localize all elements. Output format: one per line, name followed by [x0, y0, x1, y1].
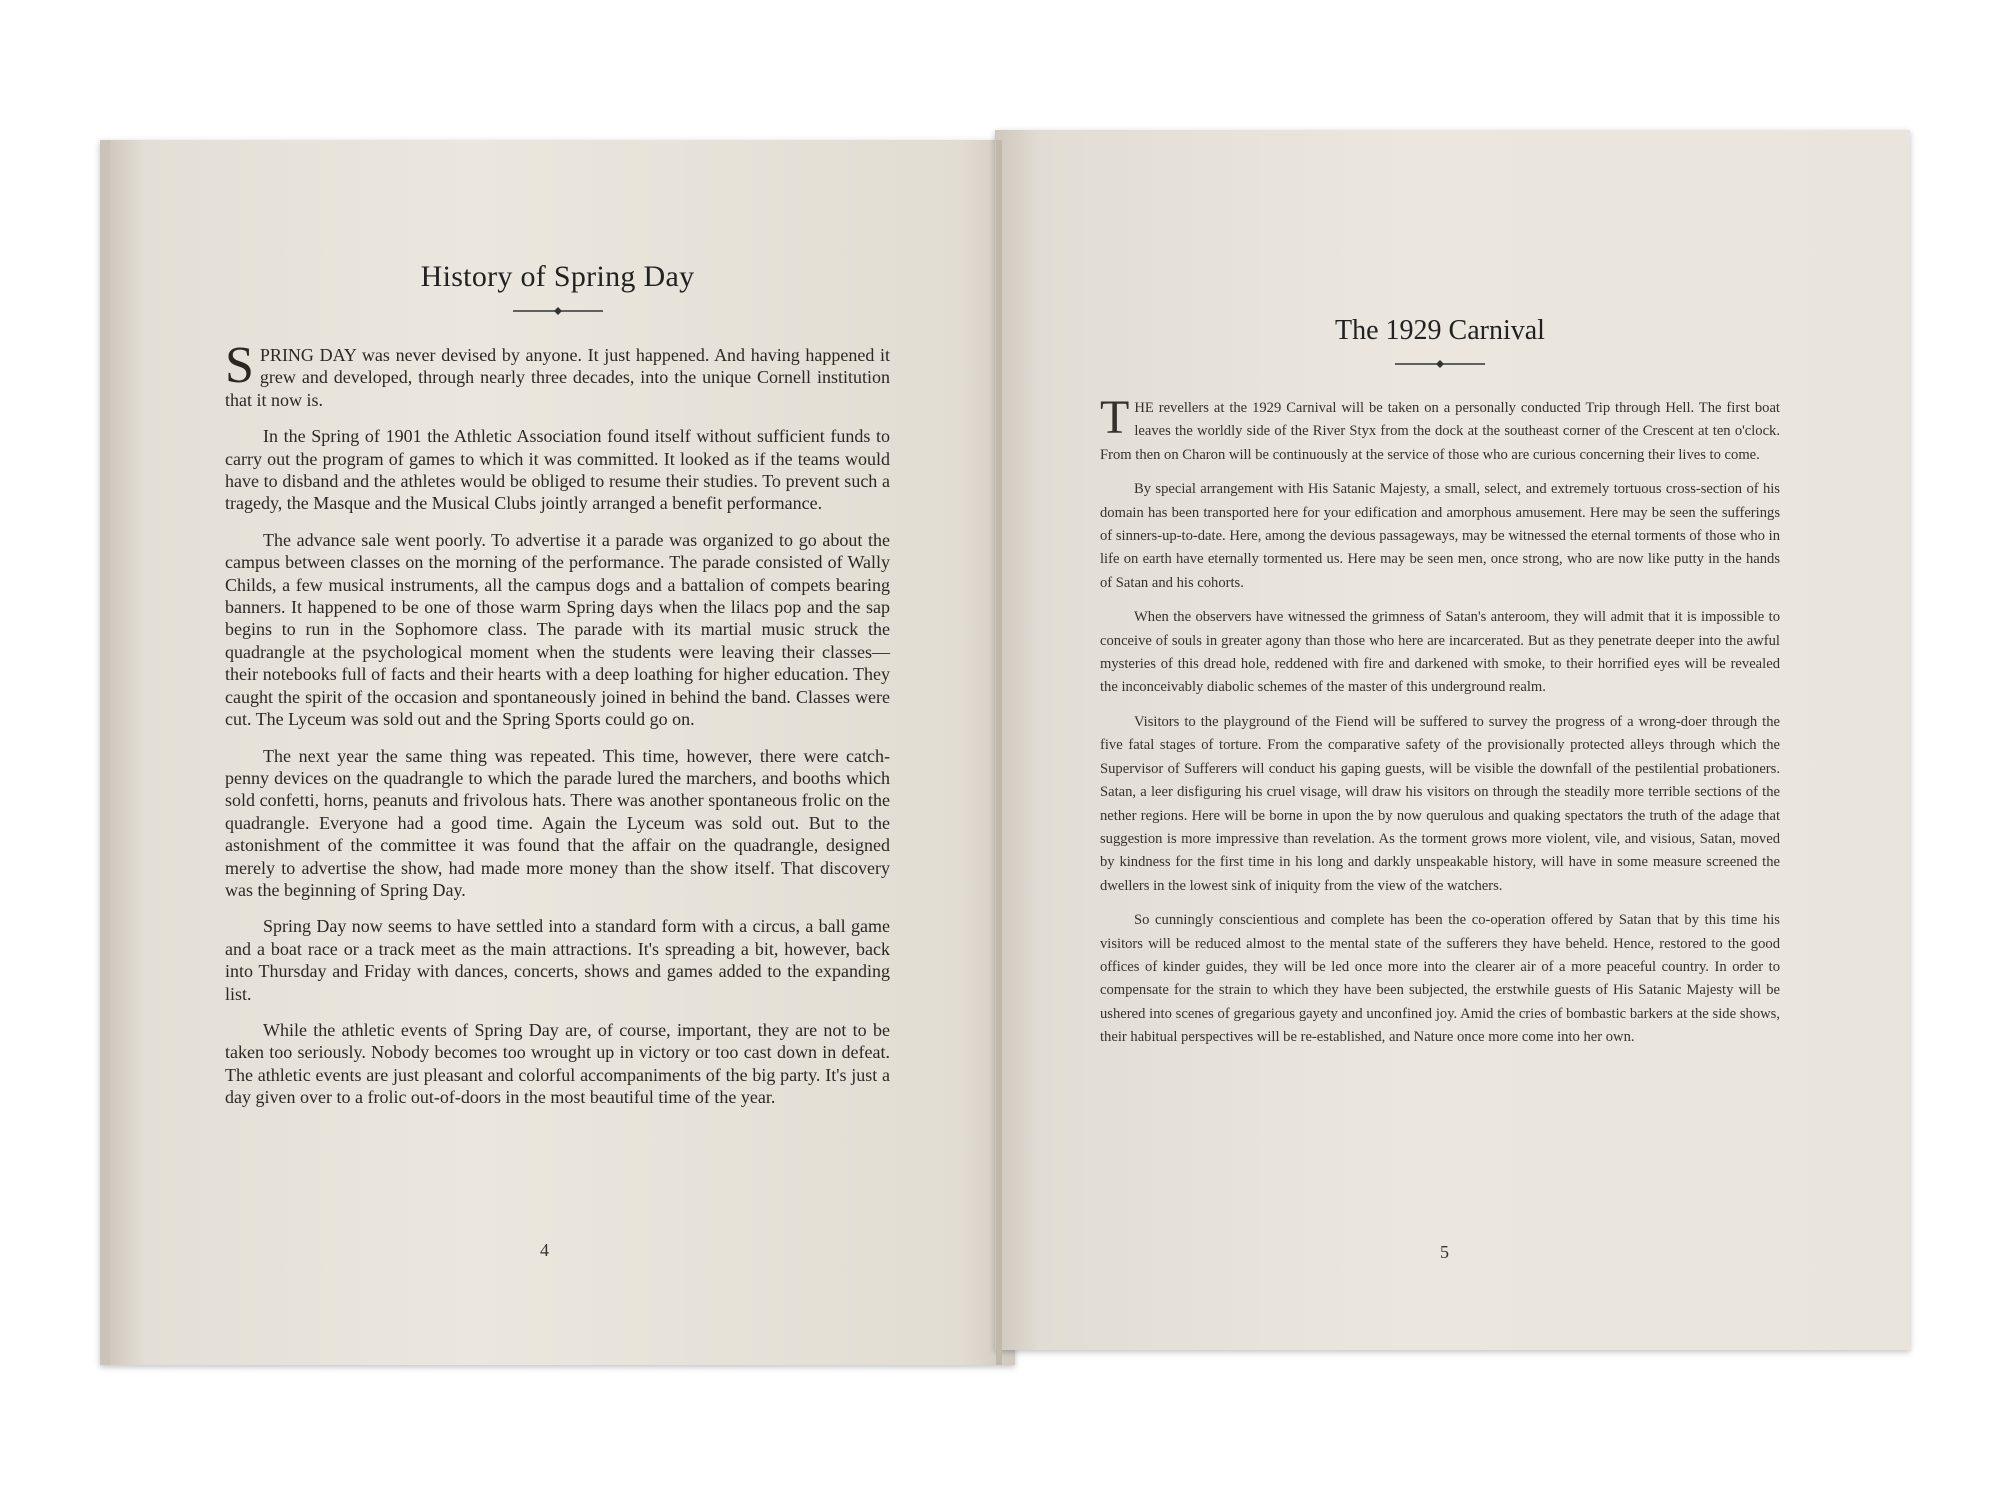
- paragraph: So cunningly conscientious and complete has been the co-operation offered by Satan that by this time his visitors will be reduced almost to the mental state of the sufferers they have beheld. Hence, restored to the good offices of kinder guides, they will be led once more into the clearer air of a more peaceful country. In order to compensate for the strain to which they have been subjected, the erstwhile guests of His Satanic Majesty will be ushered into scenes of gregarious gayety and unconfined joy. Amid the cries of bombastic barkers at the side shows, their habitual perspectives will be re-established, and Nature once more come into her own.: [1100, 912, 1780, 1046]
- ornament-divider-icon: [513, 306, 603, 316]
- right-page-content: [1100, 315, 1780, 1061]
- page-number: 4: [540, 1240, 549, 1260]
- ornament-divider-icon: [1395, 359, 1485, 369]
- paragraph: Visitors to the playground of the Fiend will be suffered to survey the progress of a wrong-doer through the five fatal stages of torture. From the comparative safety of the provisionally protected alleys through which the Supervisor of Sufferers will conduct his gaping guests, will be visible the downfall of the pestilential probationers. Satan, a leer disfiguring his cruel visage, will draw his visitors on through the steadily more terrible sections of the nether regions. Here will be borne in upon the by now querulous and quaking spectators the truth of the adage that suggestion is more impressive than revelation. As the torment grows more violent, vile, and visious, Satan, moved by kindness for the first time in his long and darkly unspeakable history, will have in some measure screened the dwellers in the lowest sink of iniquity from the view of the watchers.: [1100, 713, 1780, 894]
- book-spine: [996, 140, 1002, 1365]
- paragraph: [1100, 391, 1780, 467]
- page-title: The 1929 Carnival: [1335, 315, 1545, 346]
- page-title: History of Spring Day: [420, 260, 695, 293]
- paragraph: The next year the same thing was repeated. This time, however, there were catch-penny devices on the quadrangle to which the parade lured the marchers, and booths which sold confetti, horns, peanuts and frivolous hats. There was another spontaneous frolic on the quadrangle. Everyone had a good time. Again the Lyceum was sold out. But to the astonishment of the committee it was found that the affair on the quadrangle, designed merely to advertise the show, had made more money than the show itself. That discovery was the beginning of Spring Day.: [225, 745, 890, 900]
- paragraph: When the observers have witnessed the grimness of Satan's anteroom, they will admit that it is impossible to conceive of souls in greater agony than those who here are incarcerated. But as they penetrate deeper into the awful mysteries of this dread hole, reddened with fire and darkened with smoke, to their horrified eyes will be revealed the inconceivably diabolic schemes of the master of this underground realm.: [1100, 609, 1780, 696]
- paragraph: The advance sale went poorly. To advertise it a parade was organized to go about the campus between classes on the morning of the performance. The parade consisted of Wally Childs, a few musical instruments, all the campus dogs and a battalion of compets bearing banners. It happened to be one of those warm Spring days when the lilacs pop and the sap begins to run in the Sophomore class. The parade with its martial music struck the quadrangle at the psychological moment when the students were leaving their classes—their notebooks full of facts and their hearts with a deep loathing for higher education. They caught the spirit of the occasion and spontaneously joined in behind the band. Classes were cut. The Lyceum was sold out and the Spring Sports could go on.: [225, 529, 890, 730]
- drop-cap: S: [225, 337, 254, 394]
- paragraph-text: HE revellers at the 1929 Carnival will be taken on a personally conducted Trip through Hell. The first boat leaves the worldly side of the River Styx from the dock at the southeast corner of the Crescent at ten o'clock. From then on Charon will be continuously at the service of those who are curious concerning their lives to come.: [1100, 400, 1780, 463]
- open-booklet: [100, 140, 1910, 1365]
- paragraph: While the athletic events of Spring Day are, of course, important, they are not to be taken too seriously. Nobody becomes too wrought up in victory or too cast down in defeat. The athletic events are just pleasant and colorful accompaniments of the big party. It's just a day given over to a frolic out-of-doors in the most beautiful time of the year.: [225, 1019, 890, 1108]
- page-number: 5: [1440, 1242, 1449, 1262]
- right-page: [995, 130, 1910, 1350]
- paragraph: In the Spring of 1901 the Athletic Association found itself without sufficient funds to carry out the program of games to which it was committed. It looked as if the teams would have to disband and the athletes would be obliged to resume their studies. To prevent such a tragedy, the Masque and the Musical Clubs jointly arranged a benefit performance.: [225, 426, 890, 514]
- drop-cap: T: [1100, 391, 1130, 444]
- left-page-content: [225, 260, 890, 1123]
- paragraph: Spring Day now seems to have settled into a standard form with a circus, a ball game and a boat race or a track meet as the main attractions. It's spreading a bit, however, back into Thursday and Friday with dances, concerts, shows and games added to the expanding list.: [225, 916, 890, 1004]
- paragraph: By special arrangement with His Satanic Majesty, a small, select, and extremely tortuous cross-section of his domain has been transported here for your edification and amorphous amusement. Here may be seen the sufferings of sinners-up-to-date. Here, among the devious passageways, may be witnessed the eternal torments of those who in life on earth have eternally tormented us. Here may be seen men, once strong, who are now like putty in the hands of Satan and his cohorts.: [1100, 481, 1780, 591]
- paragraph: [225, 337, 890, 411]
- left-page: [100, 140, 1015, 1365]
- paragraph-text: PRING DAY was never devised by anyone. It just happened. And having happened it grew and developed, through nearly three decades, into the unique Cornell institution that it now is.: [225, 345, 890, 410]
